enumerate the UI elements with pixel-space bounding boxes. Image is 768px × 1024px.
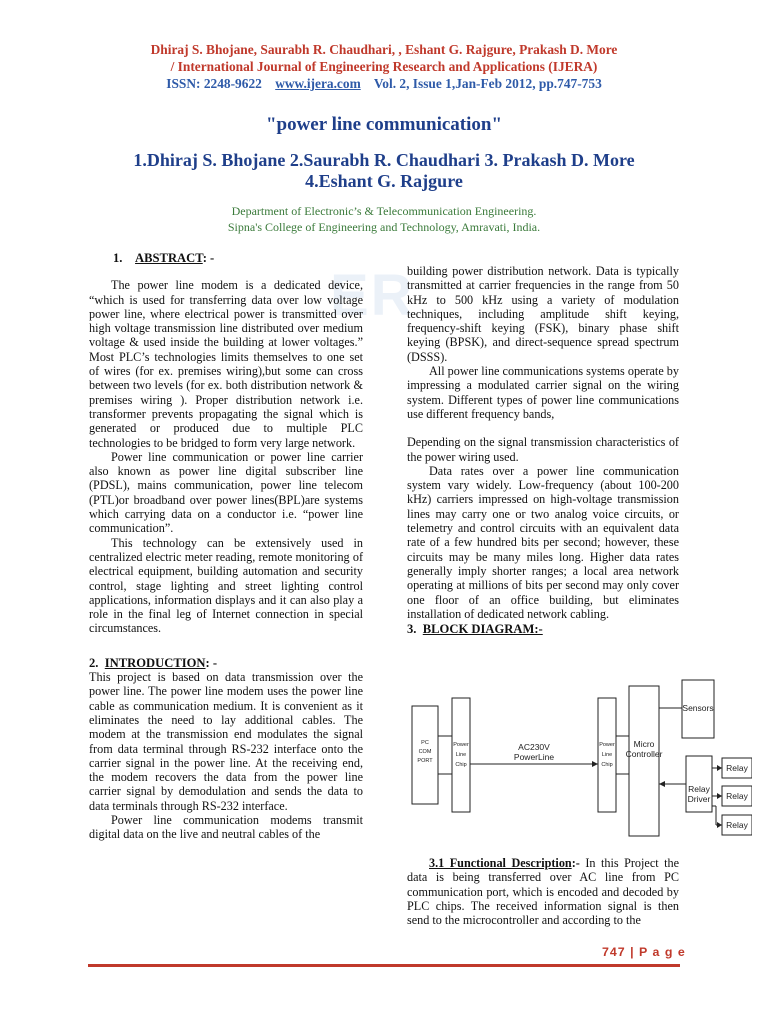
paper-title: "power line communication": [265, 114, 503, 135]
pc-com-label-3: PORT: [417, 758, 433, 764]
department: Department of Electronic’s & Telecommunication Engineering.: [231, 204, 537, 218]
abstract-heading: [113, 251, 363, 265]
header-journal: / International Journal of Engineering Research and Applications (IJERA): [170, 59, 598, 74]
powerline-label: PowerLine: [513, 752, 555, 762]
right-paragraph-2: All power line communications systems operate by impressing a modulated carrier signal on the wiring system. Different types of power line communications use different frequency bands,: [407, 364, 679, 421]
introduction-paragraph-1: This project is based on data transmission over the power line. The power line modem uses the power line cable as communication medium. It is convenient as it eliminates the need to lay additional cables. The modem at the transmission end modulates the signal from data terminal through RS-232 interface onto the carrier signal in the power line. At the receiving end, the modem recovers the data from the power line carrier signal by demodulation and sends the data to data terminals through RS-232 interface.: [89, 670, 363, 813]
authors-line-2: 4.Eshant G. Rajgure: [305, 171, 463, 191]
introduction-heading-suffix: : -: [205, 655, 218, 670]
paper-authors: [0, 150, 768, 192]
header-url-link[interactable]: www.ijera.com: [275, 76, 361, 91]
footer-rule: [88, 964, 680, 967]
abstract-paragraph-2: Power line communication or power line carrier also known as power line digital subscriber line (PDSL), mains communication, power line telecom (PTL)or broadband over power lines(BPL)are systems which carrying data on a conductor i.e. “power line communication”.: [89, 449, 363, 536]
header-authors: Dhiraj S. Bhojane, Saurabh R. Chaudhari, , Eshant G. Rajgure, Prakash D. More: [150, 42, 618, 57]
abstract-number: 1.: [113, 251, 123, 265]
running-header: [0, 41, 768, 92]
college: Sipna's College of Engineering and Technology, Amravati, India.: [227, 220, 541, 234]
relay-label-1: Relay: [726, 763, 748, 773]
functional-description: [407, 856, 679, 927]
abstract-paragraph-3: This technology can be extensively used in centralized electric meter reading, remote monitoring of electrical equipment, building automation and security control, stage lighting and street lighting control applications, information displays and it can also play a role in the final leg of Internet connection in special circumstances.: [89, 535, 363, 636]
relay-label-2: Relay: [726, 791, 748, 801]
pc-com-label-2: COM: [418, 749, 432, 755]
plc-right-label-3: Chip: [601, 762, 613, 768]
abstract-paragraph-1: The power line modem is a dedicated device, “which is used for transferring data over low voltage power line, where electrical power is transmitted over high voltage transmission line distributed over medium voltage & used inside the building at lower voltages.” Most PLC’s technologies limits themselves to one set of wires (for ex. premises wiring),but some can cross between two levels (for ex. both distribution network & premises wiring ). Proper distribution network i.e. transformer prevents propagating the signal which is generated or produced due to multiple PLC technologies to be bridged to form very large network.: [89, 278, 363, 450]
journal-watermark: ER: [330, 263, 415, 328]
sensors-label: Sensors: [682, 703, 714, 713]
plc-left-label-3: Chip: [455, 762, 467, 768]
authors-line-1: 1.Dhiraj S. Bhojane 2.Saurabh R. Chaudhari 3. Prakash D. More: [133, 150, 635, 170]
plc-right-label-2: Line: [601, 752, 613, 758]
block-diagram-heading: [407, 622, 679, 636]
plc-left-label-2: Line: [455, 752, 467, 758]
page-number: 747 | P a g e: [602, 945, 686, 959]
functional-heading: 3.1 Functional Description: [429, 856, 572, 870]
ac230v-label: AC230V: [518, 742, 550, 752]
header-issn: ISSN: 2248-9622: [166, 76, 262, 91]
block-diagram-heading-text: BLOCK DIAGRAM:-: [422, 622, 543, 637]
header-issn-line: [0, 75, 768, 92]
functional-paragraph: [407, 856, 679, 927]
micro-label-2: Controller: [625, 749, 663, 759]
microcontroller-box: [629, 686, 659, 836]
relay-label-3: Relay: [726, 820, 748, 830]
introduction-number: 2.: [89, 655, 99, 670]
relay-driver-label-1: Relay: [688, 784, 710, 794]
pc-com-label-1: PC: [421, 740, 429, 746]
block-diagram-number: 3.: [407, 622, 417, 637]
functional-text: In this Project the data is being transferred over AC line from PC communication port, which is encoded and decoded by PLC chips. The received information signal is then send to the microcontroller and according to the: [407, 856, 679, 928]
block-diagram: [406, 676, 752, 848]
block-diagram-svg: [406, 676, 752, 848]
right-paragraph-1: building power distribution network. Data is typically transmitted at carrier frequencies in the range from 50 kHz to 500 kHz using a variety of modulation techniques, including amplitude shift keying, frequency-shift keying (FSK), binary phase shift keying (BPSK), and direct-sequence spread spectrum (DSSS).: [407, 264, 679, 364]
introduction-heading-text: INTRODUCTION: [104, 655, 206, 670]
introduction-heading: [89, 656, 363, 670]
abstract-heading-text: ABSTRACT: [135, 251, 203, 265]
plc-right-label-1: Power: [599, 742, 615, 748]
affiliation: [0, 203, 768, 235]
right-paragraph-3: Depending on the signal transmission characteristics of the power wiring used.: [407, 435, 679, 464]
right-paragraph-4: Data rates over a power line communication system vary widely. Low-frequency (about 100-200 kHz) carriers impressed on high-voltage transmission lines may carry one or two analog voice circuits, or telemetry and control circuits with an equivalent data rate of a few hundred bits per second; however, these circuits may be many miles long. Higher data rates generally imply shorter ranges; a local area network operating at millions of bits per second may only cover one floor of an office building, but eliminates installation of dedicated network cabling.: [407, 463, 679, 621]
pc-com-port-box: [412, 706, 438, 804]
abstract-heading-suffix: : -: [202, 251, 215, 265]
relay-driver-label-2: Driver: [687, 794, 711, 804]
micro-label-1: Micro: [633, 739, 655, 749]
left-column: [89, 251, 363, 842]
functional-heading-suffix: :-: [571, 856, 580, 870]
header-volume: Vol. 2, Issue 1,Jan-Feb 2012, pp.747-753: [373, 76, 602, 91]
introduction-paragraph-2: Power line communication modems transmit digital data on the live and neutral cables of the: [89, 812, 363, 842]
plc-left-label-1: Power: [453, 742, 469, 748]
right-column: [407, 264, 679, 636]
